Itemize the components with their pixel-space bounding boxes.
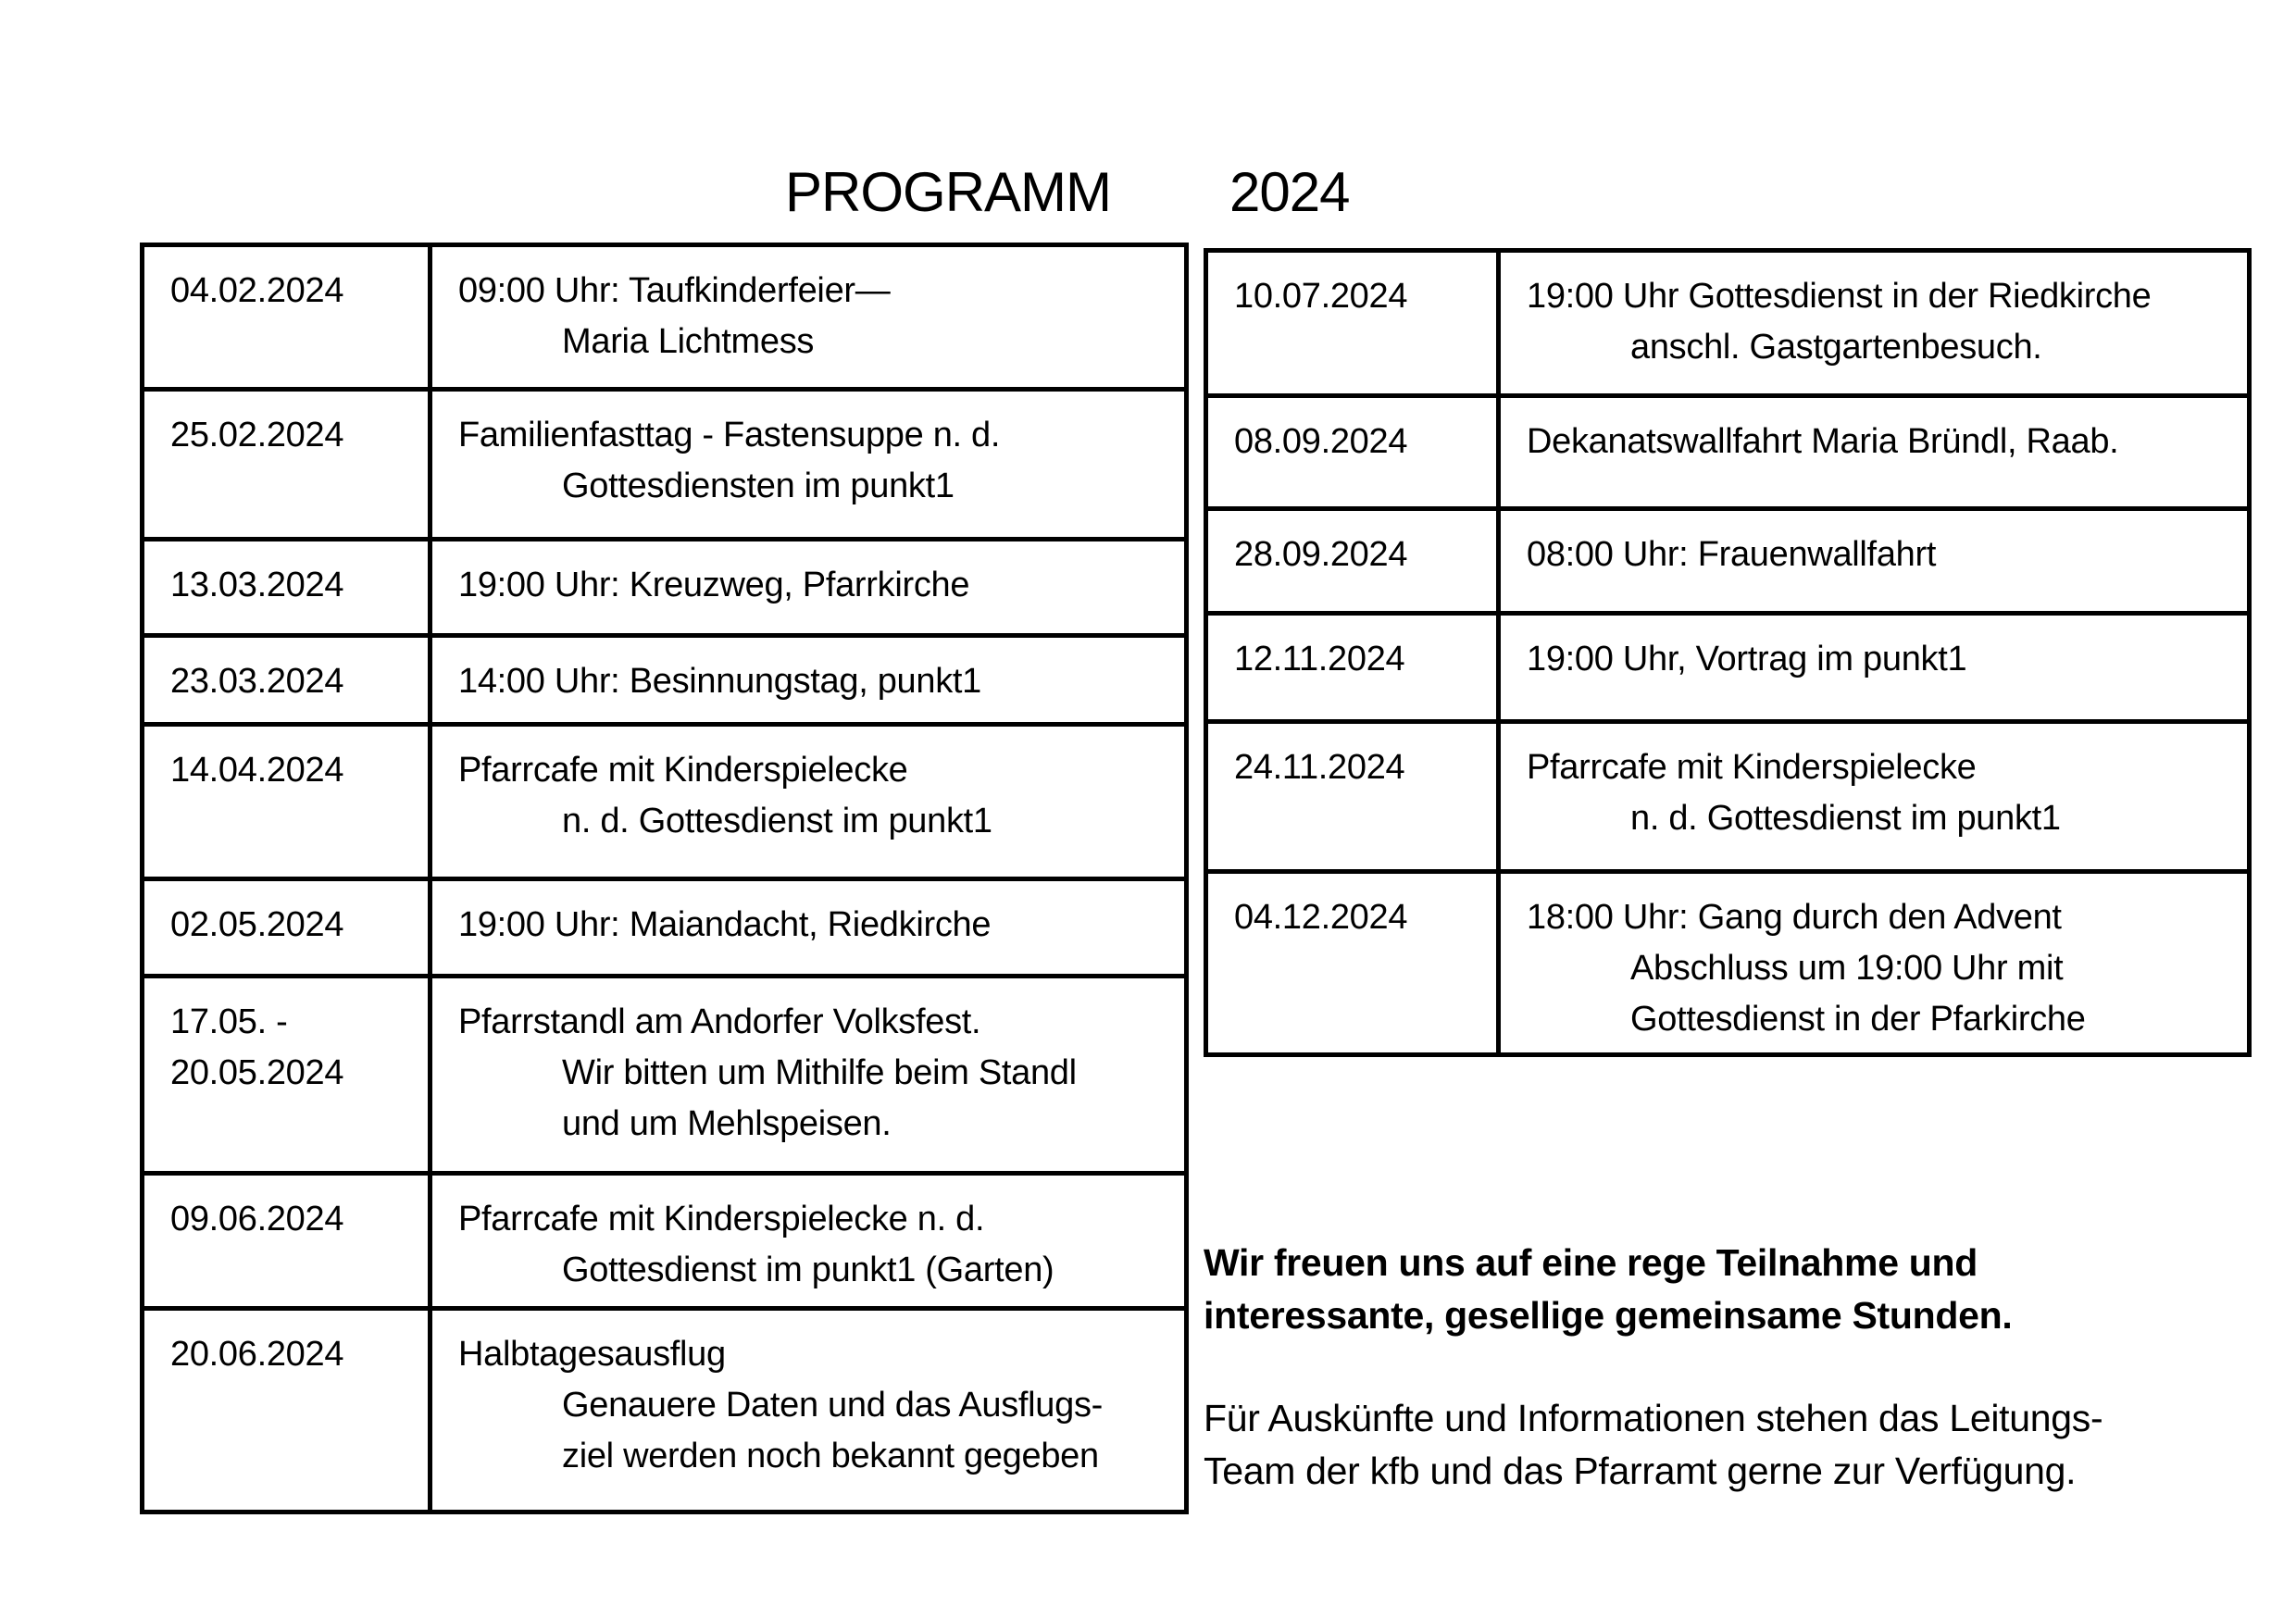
date-text: 09.06.2024 [170,1200,344,1238]
event-text: 09:00 Uhr: Taufkinderfeier— [458,271,891,310]
table-row [1206,872,2250,1055]
event-text: Dekanatswallfahrt Maria Bründl, Raab. [1527,422,2119,461]
contact-note [1204,1392,2103,1498]
event-text: Gottesdienst im punkt1 (Garten) [562,1251,1054,1289]
event-cell [430,540,1187,636]
date-text: 25.02.2024 [170,416,344,454]
event-text: 14:00 Uhr: Besinnungstag, punkt1 [458,662,982,701]
date-cell [143,245,430,390]
event-cell [1499,722,2250,872]
event-cell [1499,614,2250,722]
event-text: Gottesdiensten im punkt1 [562,467,955,505]
event-text: Gottesdienst in der Pfarkirche [1630,1000,2086,1039]
event-cell [430,245,1187,390]
event-text: 18:00 Uhr: Gang durch den Advent [1527,898,2062,937]
date-text: 12.11.2024 [1234,640,1405,678]
date-text: 23.03.2024 [170,662,344,701]
date-text: 02.05.2024 [170,905,344,944]
event-cell [430,1174,1187,1309]
table-row [143,725,1187,879]
table-row [143,245,1187,390]
event-cell [1499,251,2250,396]
table-row [1206,614,2250,722]
date-cell [143,977,430,1174]
date-text: 17.05. - [170,1002,288,1041]
table-row [143,879,1187,977]
date-cell [1206,396,1499,509]
date-cell [143,540,430,636]
event-cell [1499,509,2250,614]
event-cell [430,636,1187,725]
table-row [143,636,1187,725]
date-text: 08.09.2024 [1234,422,1408,461]
event-text: Wir bitten um Mithilfe beim Standl [562,1053,1077,1092]
event-cell [430,725,1187,879]
table-row [1206,509,2250,614]
date-cell [143,879,430,977]
event-text: n. d. Gottesdienst im punkt1 [1630,799,2061,838]
table-row [143,977,1187,1174]
closing-note-line: interessante, gesellige gemeinsame Stunden. [1204,1294,2013,1337]
event-text: 19:00 Uhr: Maiandacht, Riedkirche [458,905,992,944]
event-text: Halbtagesausflug [458,1335,726,1374]
date-text: 14.04.2024 [170,751,344,790]
closing-note-line: Wir freuen uns auf eine rege Teilnahme und [1204,1241,1978,1284]
page-title-year: 2024 [1229,161,1350,223]
date-text: 04.12.2024 [1234,898,1408,937]
event-text: 19:00 Uhr, Vortrag im punkt1 [1527,640,1967,678]
date-cell [143,636,430,725]
date-cell [1206,722,1499,872]
table-row [143,1309,1187,1512]
event-text: 19:00 Uhr Gottesdienst in der Riedkirche [1527,277,2152,316]
date-text: 20.05.2024 [170,1053,344,1092]
table-row [1206,396,2250,509]
table-row [143,390,1187,540]
event-text: Maria Lichtmess [562,322,815,361]
event-cell [430,1309,1187,1512]
event-text: Pfarrcafe mit Kinderspielecke n. d. [458,1200,985,1238]
event-text: Abschluss um 19:00 Uhr mit [1630,949,2064,988]
date-text: 04.02.2024 [170,271,344,310]
event-text: 19:00 Uhr: Kreuzweg, Pfarrkirche [458,566,970,604]
event-text: Pfarrcafe mit Kinderspielecke [1527,748,1977,787]
event-cell [430,390,1187,540]
date-text: 13.03.2024 [170,566,344,604]
date-cell [1206,509,1499,614]
closing-note-bold [1204,1237,2012,1342]
date-cell [143,725,430,879]
date-cell [1206,872,1499,1055]
event-text: Familienfasttag - Fastensuppe n. d. [458,416,1001,454]
contact-note-line: Team der kfb und das Pfarramt gerne zur Verfügung. [1204,1450,2077,1492]
event-text: n. d. Gottesdienst im punkt1 [562,802,992,840]
page-title [785,159,1349,226]
date-cell [1206,251,1499,396]
date-cell [1206,614,1499,722]
table-row [1206,251,2250,396]
contact-note-line: Für Auskünfte und Informationen stehen das Leitungs- [1204,1397,2103,1439]
date-text: 28.09.2024 [1234,535,1408,574]
event-text: Genauere Daten und das Ausflugs- [562,1386,1104,1425]
event-text: und um Mehlspeisen. [562,1104,892,1143]
event-text: ziel werden noch bekannt gegeben [562,1437,1099,1475]
date-text: 20.06.2024 [170,1335,344,1374]
schedule-table-first-half [140,243,1189,1514]
event-text: anschl. Gastgartenbesuch. [1630,328,2042,367]
date-cell [143,1309,430,1512]
date-cell [143,390,430,540]
table-row [1206,722,2250,872]
table-row [143,540,1187,636]
event-text: 08:00 Uhr: Frauenwallfahrt [1527,535,1937,574]
table-row [143,1174,1187,1309]
event-cell [1499,872,2250,1055]
page-title-word: PROGRAMM [785,161,1111,223]
event-text: Pfarrcafe mit Kinderspielecke [458,751,908,790]
event-cell [430,977,1187,1174]
date-text: 10.07.2024 [1234,277,1408,316]
event-cell [1499,396,2250,509]
schedule-table-second-half [1204,248,2252,1057]
event-cell [430,879,1187,977]
event-text: Pfarrstandl am Andorfer Volksfest. [458,1002,981,1041]
date-cell [143,1174,430,1309]
date-text: 24.11.2024 [1234,748,1405,787]
